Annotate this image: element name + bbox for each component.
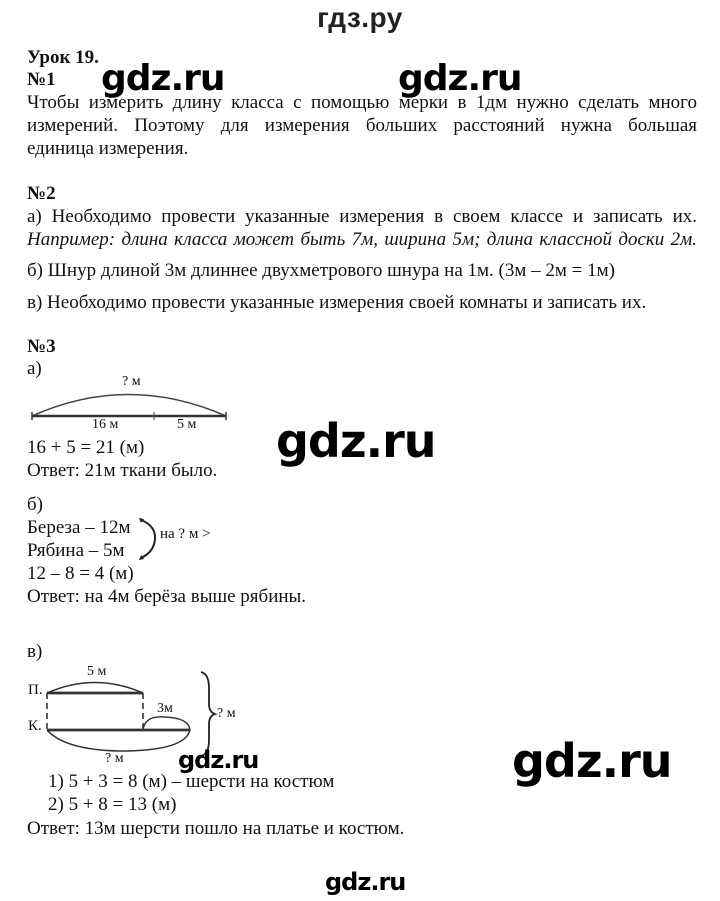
task3-b-line2: Рябина – 5м xyxy=(27,540,125,561)
task3-v-step2: 2) 5 + 8 = 13 (м) xyxy=(48,794,177,815)
task2-v: в) Необходимо провести указанные измерения своей комнаты и записать их. xyxy=(27,292,647,313)
task3-b-line1: Береза – 12м xyxy=(27,517,131,538)
diagram-v-row2-label: К. xyxy=(28,718,42,734)
segment-diagram-a xyxy=(28,375,233,435)
task3-v-step1: 1) 5 + 3 = 8 (м) – шерсти на костюм xyxy=(48,771,335,792)
task3-b-label: б) xyxy=(27,494,43,515)
watermark: gdz.ru xyxy=(178,746,259,774)
task2-a-line2: Например: длина класса может быть 7м, ширина 5м; длина классной доски 2м. xyxy=(27,229,697,250)
task2-a-line1: а) Необходимо провести указанные измерения в своем классе и записать их. xyxy=(27,206,697,227)
watermark: gdz.ru xyxy=(398,58,522,99)
task3-a-equation: 16 + 5 = 21 (м) xyxy=(27,437,145,458)
watermark: gdz.ru xyxy=(276,414,436,468)
task1-line2: измерений. Поэтому для измерения больших расстояний нужна большая xyxy=(27,115,697,136)
diagram-a-total-label: ? м xyxy=(122,374,141,389)
task2-number: №2 xyxy=(27,183,56,204)
comparison-bracket-icon xyxy=(138,516,158,562)
diagram-v-top-label: 5 м xyxy=(87,664,107,679)
task3-b-equation: 12 – 8 = 4 (м) xyxy=(27,563,134,584)
diagram-v-row1-label: П. xyxy=(28,682,43,698)
diagram-v-extra-label: 3м xyxy=(157,701,173,716)
diagram-a-seg1-label: 16 м xyxy=(92,417,119,432)
task3-a-label: а) xyxy=(27,358,42,379)
watermark: gdz.ru xyxy=(512,734,672,788)
site-title: гдз.ру xyxy=(317,2,403,33)
task1-line3: единица измерения. xyxy=(27,138,189,159)
task3-number: №3 xyxy=(27,336,56,357)
task3-b-answer: Ответ: на 4м берёза выше рябины. xyxy=(27,586,307,607)
diagram-v-bottom-label: ? м xyxy=(105,751,124,766)
task2-b: б) Шнур длиной 3м длиннее двухметрового шнура на 1м. (3м – 2м = 1м) xyxy=(27,260,615,281)
task3-v-label: в) xyxy=(27,641,43,662)
task3-v-answer: Ответ: 13м шерсти пошло на платье и костюм. xyxy=(27,818,405,839)
task1-number: №1 xyxy=(27,69,56,90)
diagram-v-brace-label: ? м xyxy=(217,706,236,721)
watermark: gdz.ru xyxy=(325,868,406,896)
task1-line1: Чтобы измерить длину класса с помощью мерки в 1дм нужно сделать много xyxy=(27,92,697,113)
task3-b-bracket-label: на ? м > xyxy=(160,526,211,542)
diagram-a-seg2-label: 5 м xyxy=(177,417,197,432)
task3-a-answer: Ответ: 21м ткани было. xyxy=(27,460,218,481)
watermark: gdz.ru xyxy=(101,58,225,99)
lesson-title: Урок 19. xyxy=(27,47,99,68)
